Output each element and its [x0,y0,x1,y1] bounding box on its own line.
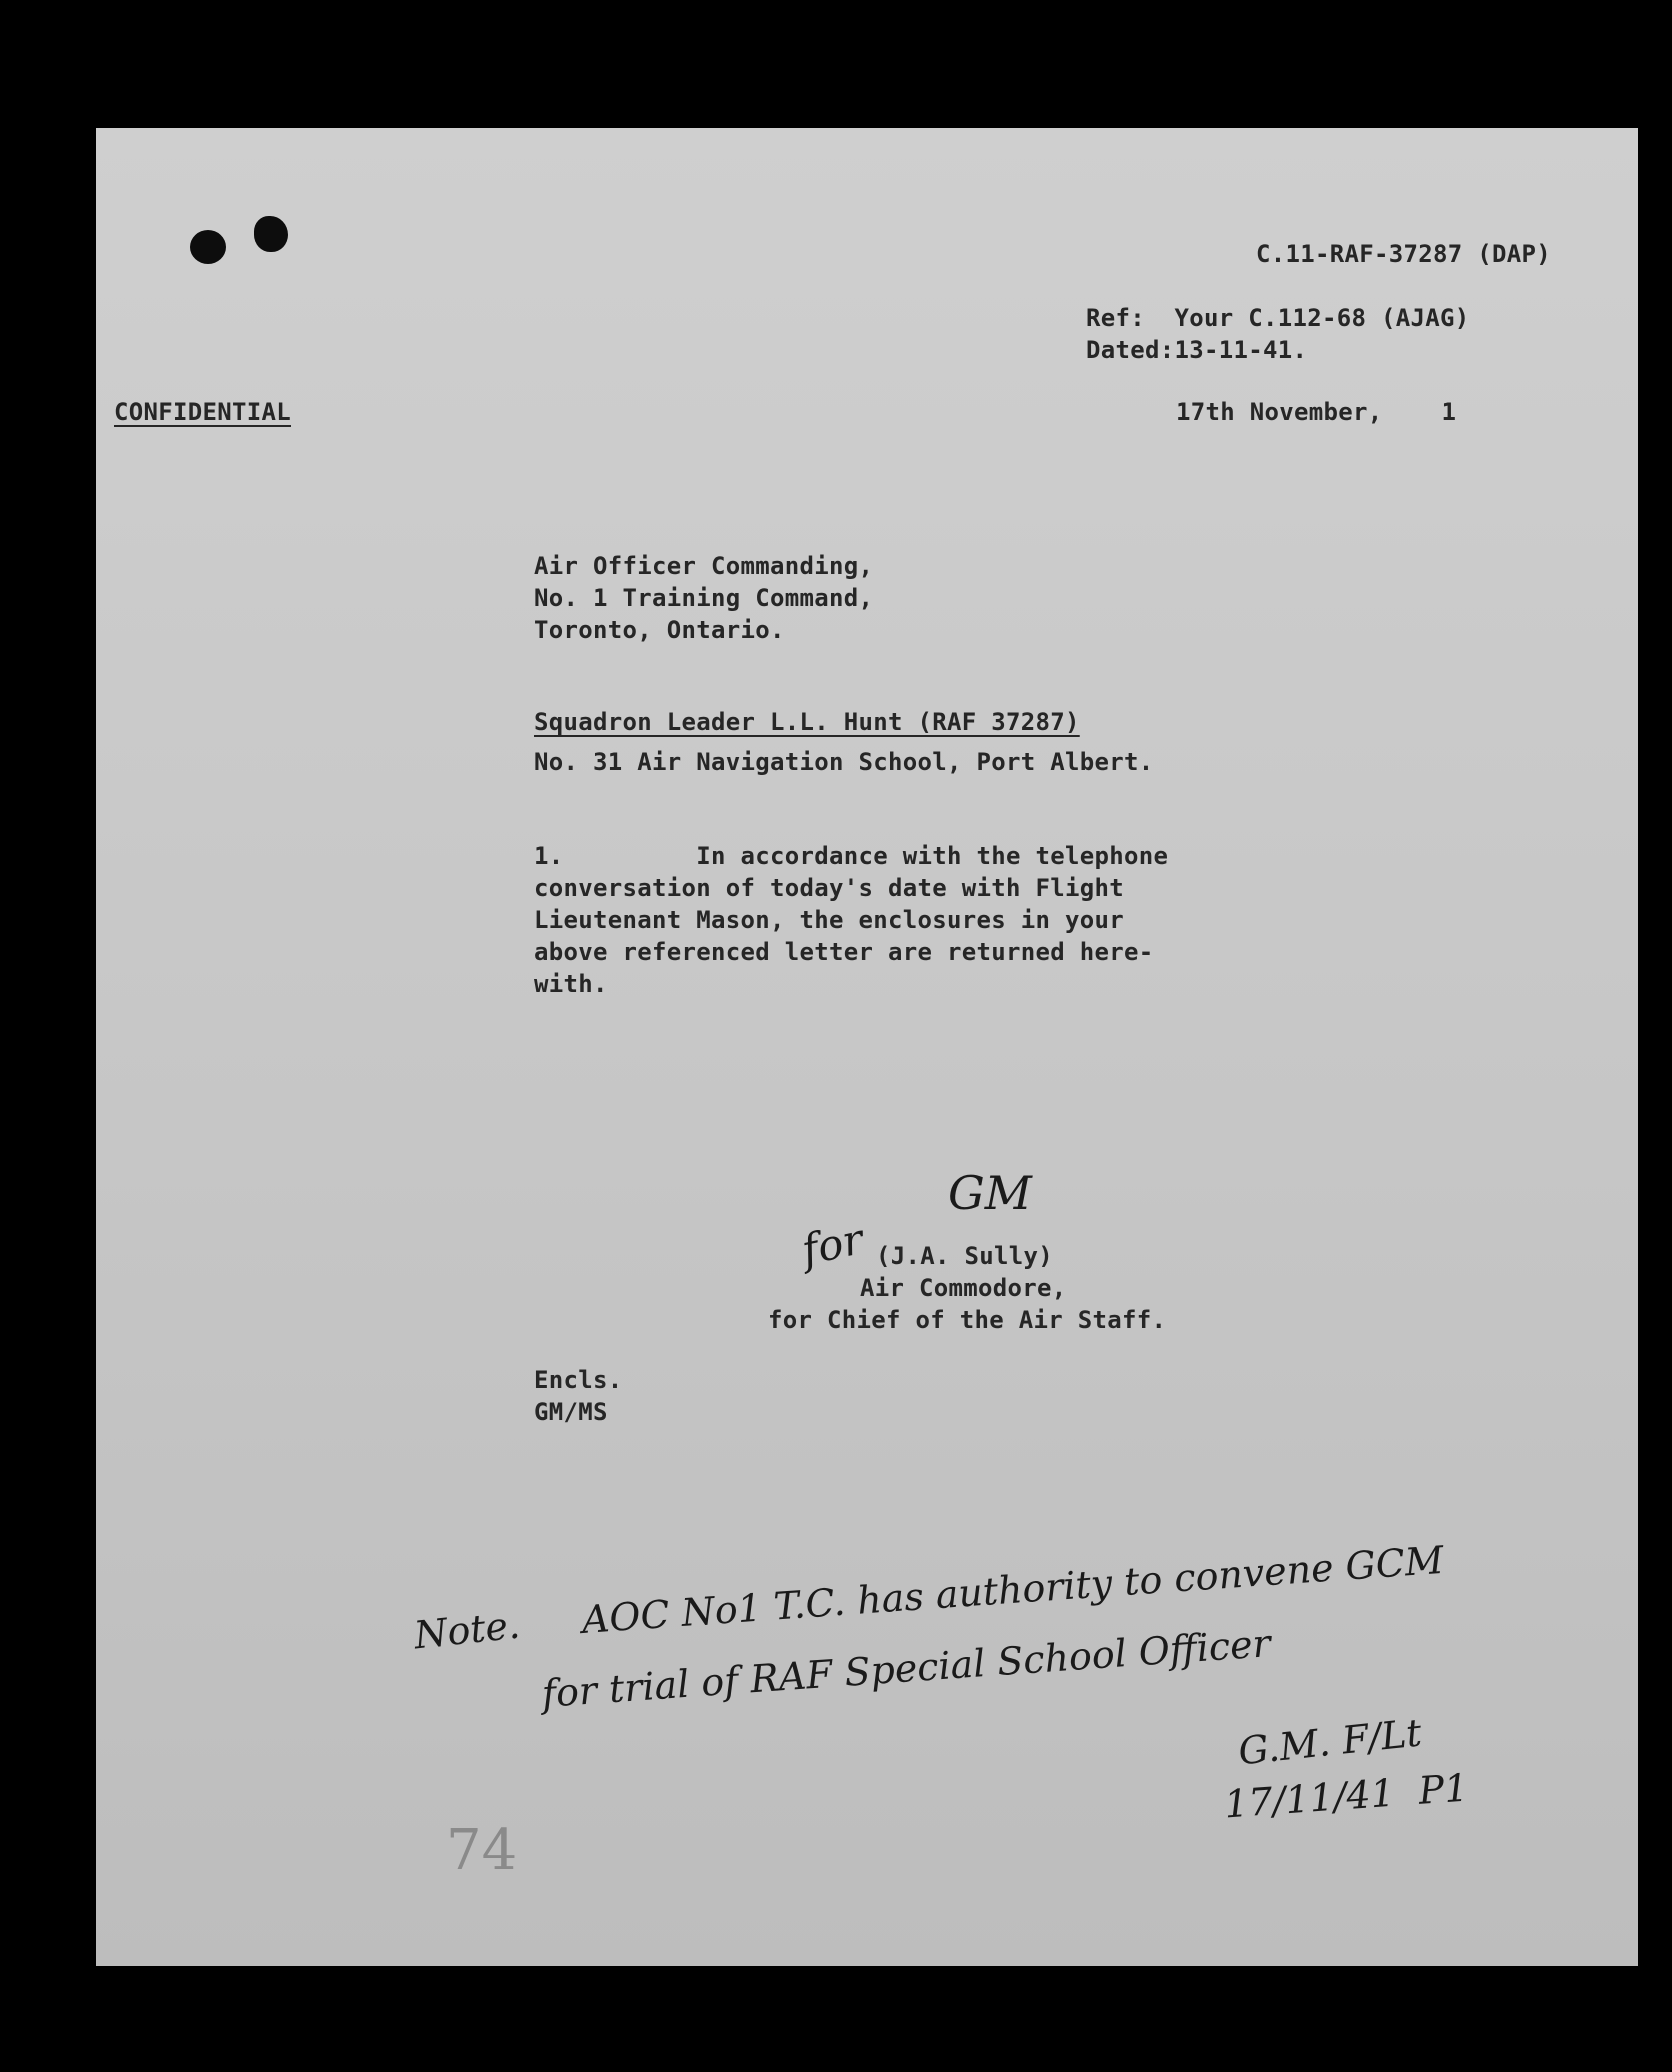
subject-unit: No. 31 Air Navigation School, Port Albert. [534,748,1154,776]
letter-date: 17th November, 1 [1176,398,1457,426]
body-line: above referenced letter are returned here- [534,938,1154,966]
classification-label: CONFIDENTIAL [114,398,291,426]
reference-line: Ref: Your C.112-68 (AJAG) [1086,304,1470,332]
body-line: conversation of today's date with Flight [534,874,1124,902]
page-number-stamp: 74 [446,1818,518,1883]
body-line: with. [534,970,608,998]
addressee-line: Toronto, Ontario. [534,616,785,644]
typist-initials: GM/MS [534,1398,608,1426]
note-date: 17/11/41 P1 [1222,1765,1470,1827]
body-line: Lieutenant Mason, the enclosures in your [534,906,1124,934]
punch-hole-left [190,230,226,264]
signature-prefix: for [797,1214,868,1275]
enclosures-label: Encls. [534,1366,623,1394]
document-page [96,128,1638,1966]
note-label: Note. [411,1602,522,1658]
addressee-line: No. 1 Training Command, [534,584,874,612]
note-signature: G.M. F/Lt [1236,1710,1424,1774]
signatory-on-behalf: for Chief of the Air Staff. [768,1306,1167,1334]
signatory-name: (J.A. Sully) [876,1242,1053,1270]
file-reference: C.11-RAF-37287 (DAP) [1256,240,1551,268]
signatory-rank: Air Commodore, [860,1274,1067,1302]
addressee-line: Air Officer Commanding, [534,552,874,580]
subject-name: Squadron Leader L.L. Hunt (RAF 37287) [534,708,1080,736]
note-line: AOC No1 T.C. has authority to convene GCM [580,1537,1446,1642]
note-line: for trial of RAF Special School Officer [540,1621,1273,1716]
signature-initials: GM [948,1166,1032,1220]
punch-hole-right [254,216,288,252]
body-line: 1. In accordance with the telephone [534,842,1169,870]
dated-line: Dated:13-11-41. [1086,336,1308,364]
